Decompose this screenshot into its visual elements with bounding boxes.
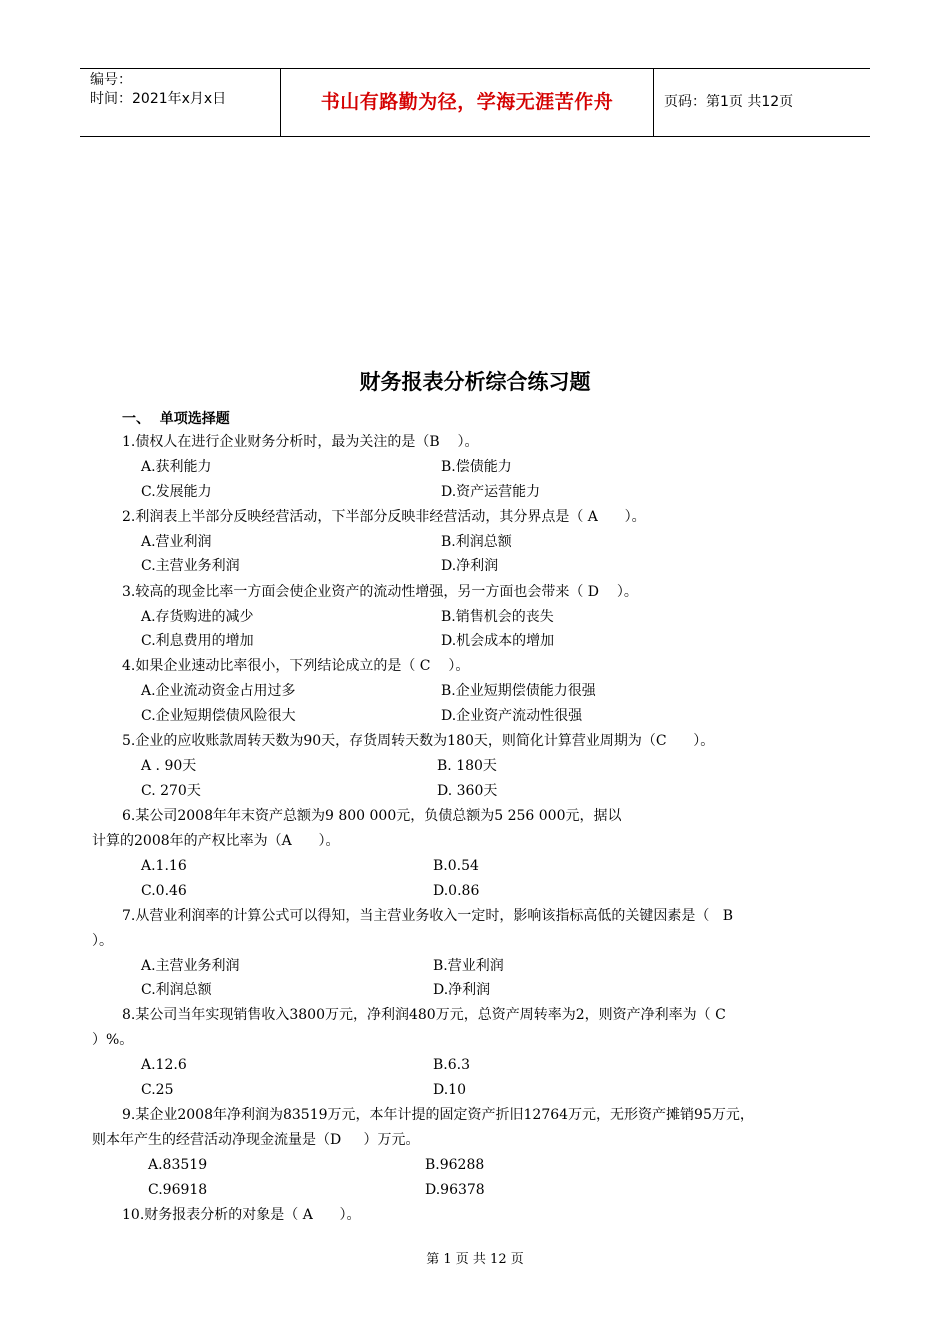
question-5-option-a: A . 90天 [141,758,197,774]
question-7-option-d: D.净利润 [433,982,491,998]
question-8-stem-line-2: ）%。 [92,1032,134,1048]
question-9-option-d: D.96378 [425,1182,485,1198]
question-6-option-c: C.0.46 [141,883,187,899]
question-5-option-b: B. 180天 [437,758,497,774]
page-footer: 第 1 页 共 12 页 [426,1252,524,1267]
question-7-option-c: C.利润总额 [141,982,212,998]
question-1-option-d: D.资产运营能力 [441,484,541,500]
question-6-stem-line-1: 6.某公司2008年年末资产总额为9 800 000元，负债总额为5 256 000元，据以 [122,808,622,824]
question-4-stem: 4.如果企业速动比率很小，下列结论成立的是（ C ）。 [122,658,470,674]
question-6-option-b: B.0.54 [433,858,479,874]
question-2-option-b: B.利润总额 [441,534,512,550]
question-9-option-a: A.83519 [148,1157,208,1173]
question-2-option-c: C.主营业务利润 [141,558,240,574]
header-page-info: 页码：第1页 共12页 [664,94,794,110]
question-3-option-a: A.存货购进的减少 [141,609,254,625]
question-5-option-c: C. 270天 [141,783,201,799]
question-9-stem-line-1: 9.某企业2008年净利润为83519万元，本年计提的固定资产折旧12764万元，无形资产摊销95万元， [122,1107,754,1123]
question-8-option-b: B.6.3 [433,1057,471,1073]
question-9-option-c: C.96918 [148,1182,208,1198]
question-3-option-b: B.销售机会的丧失 [441,609,554,625]
question-2-stem: 2.利润表上半部分反映经营活动，下半部分反映非经营活动，其分界点是（ A ）。 [122,509,646,525]
question-8-option-d: D.10 [433,1082,466,1098]
question-1-stem: 1.债权人在进行企业财务分析时，最为关注的是（B ）。 [122,434,479,450]
question-1-option-c: C.发展能力 [141,484,212,500]
question-7-option-a: A.主营业务利润 [141,958,240,974]
document-title: 财务报表分析综合练习题 [359,370,591,394]
question-4-option-a: A.企业流动资金占用过多 [141,683,296,699]
question-2-option-a: A.营业利润 [141,534,212,550]
section-heading: 一、 单项选择题 [122,411,230,427]
date-label: 时间：2021年x月x日 [90,91,227,107]
question-1-option-a: A.获利能力 [141,459,212,475]
question-3-stem: 3.较高的现金比率一方面会使企业资产的流动性增强，另一方面也会带来（ D ）。 [122,584,638,600]
question-3-option-c: C.利息费用的增加 [141,633,254,649]
question-8-option-a: A.12.6 [141,1057,187,1073]
number-label: 编号： [90,72,132,88]
question-9-option-b: B.96288 [425,1157,485,1173]
header-meta-cell [80,69,281,136]
question-9-stem-line-2: 则本年产生的经营活动净现金流量是（D ）万元。 [92,1132,420,1148]
question-6-stem-line-2: 计算的2008年的产权比率为（A ）。 [92,833,340,849]
question-8-option-c: C.25 [141,1082,174,1098]
question-6-option-a: A.1.16 [141,858,187,874]
question-3-option-d: D.机会成本的增加 [441,633,555,649]
header-motto: 书山有路勤为径，学海无涯苦作舟 [281,69,654,136]
question-7-option-b: B.营业利润 [433,958,504,974]
question-5-stem: 5.企业的应收账款周转天数为90天，存货周转天数为180天，则简化计算营业周期为（C ）。 [122,733,715,749]
question-7-stem-line-2: ）。 [92,933,113,949]
question-4-option-c: C.企业短期偿债风险很大 [141,708,296,724]
document-header [80,68,870,137]
question-4-option-b: B.企业短期偿债能力很强 [441,683,596,699]
question-10-stem: 10.财务报表分析的对象是（ A ）。 [122,1207,361,1223]
question-5-option-d: D. 360天 [437,783,498,799]
question-4-option-d: D.企业资产流动性很强 [441,708,583,724]
question-7-stem-line-1: 7.从营业利润率的计算公式可以得知，当主营业务收入一定时，影响该指标高低的关键因素是（ B [122,908,733,924]
question-1-option-b: B.偿债能力 [441,459,512,475]
question-6-option-d: D.0.86 [433,883,480,899]
question-2-option-d: D.净利润 [441,558,499,574]
question-8-stem-line-1: 8.某公司当年实现销售收入3800万元，净利润480万元，总资产周转率为2，则资产净利率为（ C [122,1007,726,1023]
